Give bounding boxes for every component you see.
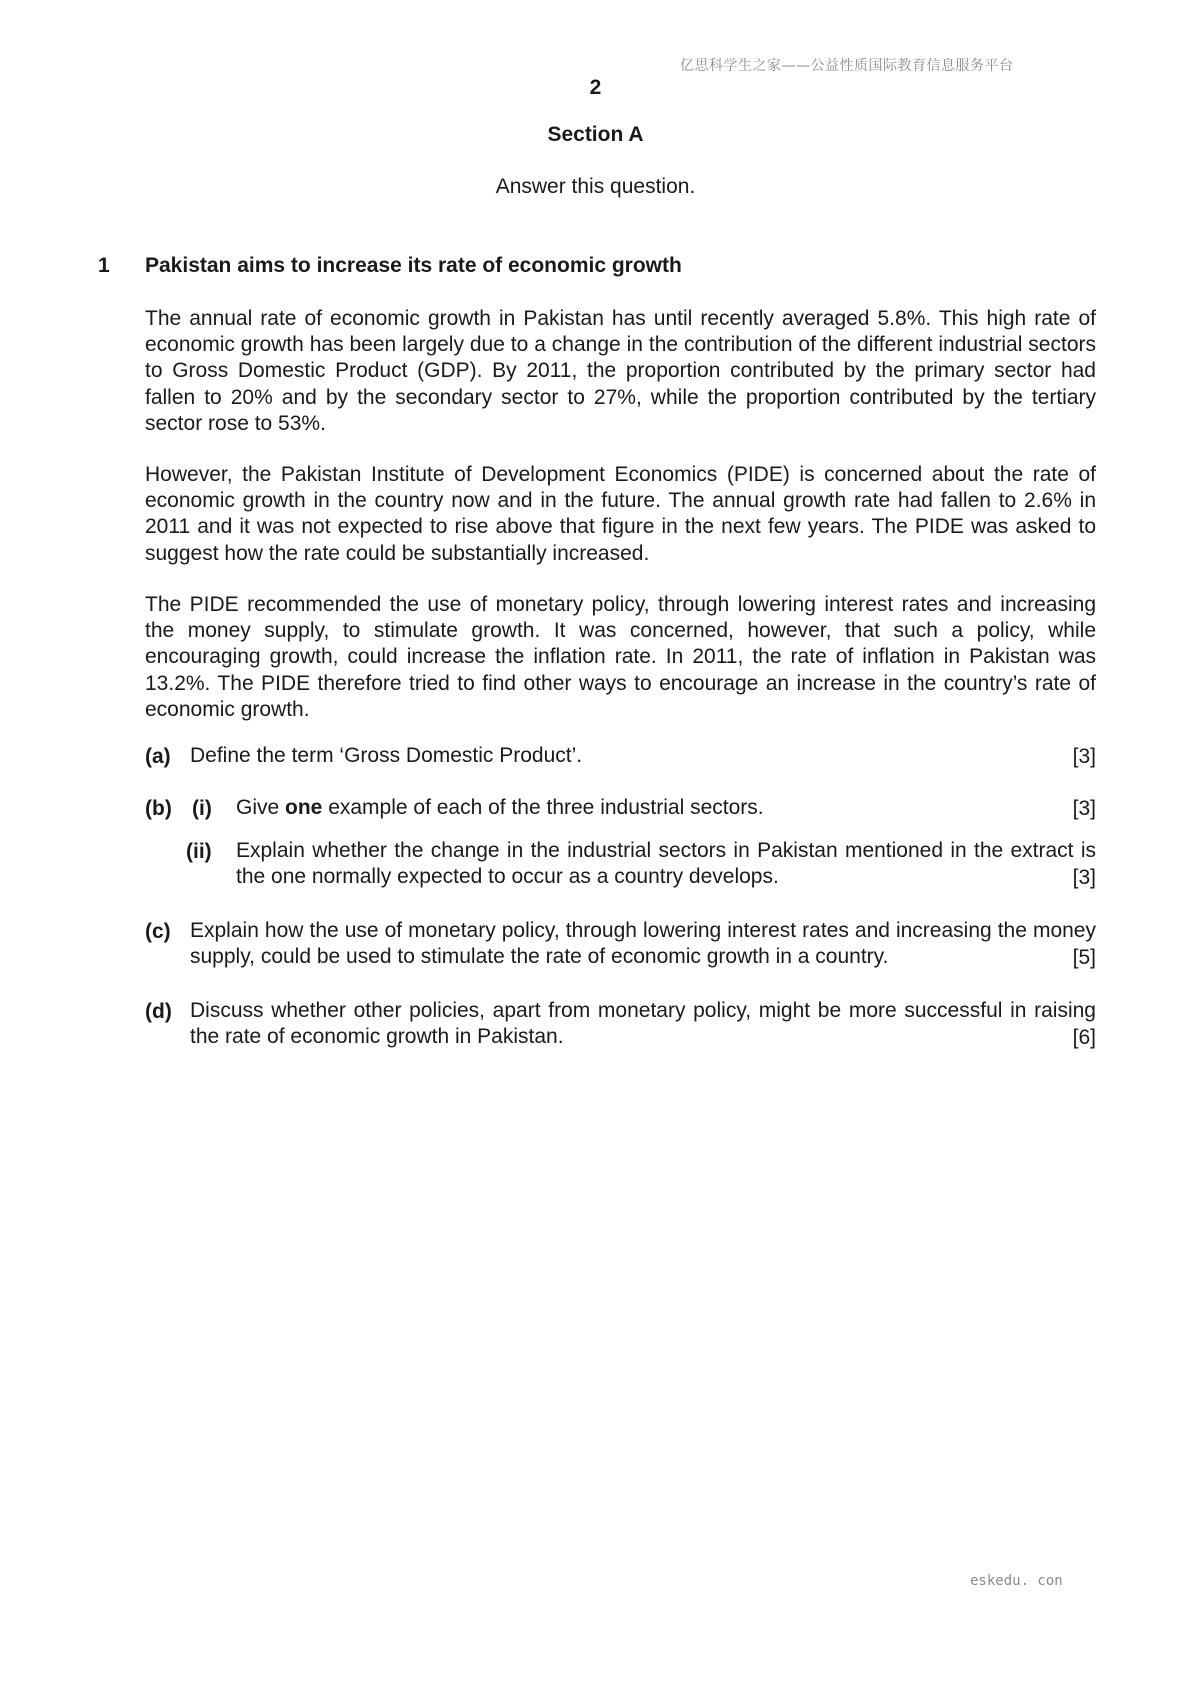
part-b-label: (b)	[145, 797, 172, 820]
part-b-i-label: (i)	[192, 797, 212, 820]
part-d-label: (d)	[145, 1000, 172, 1023]
section-title: Section A	[547, 123, 644, 146]
question-number: 1	[98, 254, 110, 277]
question-title: Pakistan aims to increase its rate of economic growth	[145, 254, 682, 277]
part-a-text: Define the term ‘Gross Domestic Product’.	[190, 744, 583, 767]
watermark-top: 亿思科学生之家——公益性质国际教育信息服务平台	[680, 58, 1014, 74]
page-number: 2	[589, 76, 602, 99]
extract-paragraph-2: However, the Pakistan Institute of Development Economics (PIDE) is concerned about the rate of economic growth in the country now and in the future. The annual growth rate had fallen to 2.6% in 2011 and it was not expected to rise above that figure in the next few years. The PIDE was asked to suggest how the rate could be substantially increased.	[145, 463, 1096, 565]
part-d-text: Discuss whether other policies, apart from monetary policy, might be more successful in raising the rate of economic growth in Pakistan.	[190, 999, 1096, 1049]
watermark-bottom: eskedu. con	[970, 1573, 1063, 1589]
part-b-i-text-after: example of each of the three industrial sectors.	[322, 796, 764, 819]
part-a-label: (a)	[145, 745, 171, 768]
extract-paragraph-3: The PIDE recommended the use of monetary policy, through lowering interest rates and increasing the money supply, to stimulate growth. It was concerned, however, that such a policy, while encouraging growth, could increase the inflation rate. In 2011, the rate of inflation in Pakistan was 13.2%. The PIDE therefore tried to find other ways to encourage an increase in the country’s rate of economic growth.	[145, 593, 1096, 721]
part-b-ii-label: (ii)	[186, 840, 212, 863]
part-b-i-emphasis: one	[285, 796, 323, 819]
part-a-marks: [3]	[1072, 745, 1096, 768]
extract-paragraph-1: The annual rate of economic growth in Pakistan has until recently averaged 5.8%. This high rate of economic growth has been largely due to a change in the contribution of the different industrial sectors to Gross Domestic Product (GDP). By 2011, the proportion contributed by the primary sector had fallen to 20% and by the secondary sector to 27%, while the proportion contributed by the tertiary sector rose to 53%.	[145, 307, 1096, 435]
part-d-marks: [6]	[1072, 1026, 1096, 1049]
part-b-i-text	[236, 795, 1036, 821]
part-b-i-text-before: Give	[236, 796, 286, 819]
part-b-ii-marks: [3]	[1072, 866, 1096, 889]
part-c-label: (c)	[145, 920, 171, 943]
part-c-text: Explain how the use of monetary policy, through lowering interest rates and increasing the money supply, could be used to stimulate the rate of economic growth in a country.	[190, 919, 1096, 969]
part-b-ii-text: Explain whether the change in the industrial sectors in Pakistan mentioned in the extract is the one normally expected to occur as a country develops.	[236, 839, 1096, 889]
instruction-text: Answer this question.	[495, 175, 696, 198]
part-b-i-marks: [3]	[1072, 797, 1096, 820]
part-c-marks: [5]	[1072, 946, 1096, 969]
